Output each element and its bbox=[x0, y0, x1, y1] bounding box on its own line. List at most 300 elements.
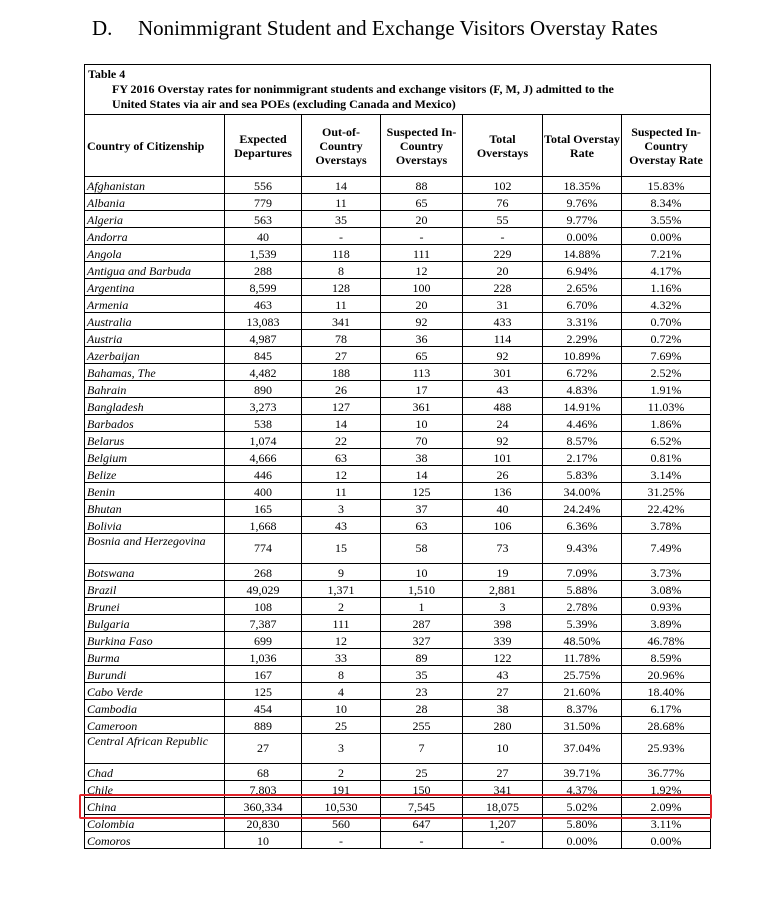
cell-in-country-overstays: 28 bbox=[381, 700, 463, 717]
cell-country: Argentina bbox=[85, 279, 225, 296]
cell-in-country-overstay-rate: 4.17% bbox=[622, 262, 711, 279]
cell-total-overstays: 136 bbox=[463, 483, 543, 500]
cell-in-country-overstay-rate: 7.69% bbox=[622, 347, 711, 364]
cell-country: Azerbaijan bbox=[85, 347, 225, 364]
cell-country: Bahamas, The bbox=[85, 364, 225, 381]
cell-country: Chad bbox=[85, 764, 225, 781]
cell-in-country-overstay-rate: 1.16% bbox=[622, 279, 711, 296]
table-row bbox=[85, 615, 711, 632]
cell-total-overstay-rate: 4.46% bbox=[543, 415, 622, 432]
cell-country: Colombia bbox=[85, 815, 225, 832]
cell-country: Bosnia and Herzegovina bbox=[85, 534, 225, 564]
header-total-overstay-rate: Total Overstay Rate bbox=[543, 115, 622, 177]
cell-total-overstay-rate: 48.50% bbox=[543, 632, 622, 649]
cell-total-overstay-rate: 5.88% bbox=[543, 581, 622, 598]
table-row bbox=[85, 262, 711, 279]
cell-country: Central African Republic bbox=[85, 734, 225, 764]
cell-country: Bhutan bbox=[85, 500, 225, 517]
cell-expected-departures: 400 bbox=[225, 483, 302, 500]
cell-in-country-overstays: 25 bbox=[381, 764, 463, 781]
cell-in-country-overstays: 361 bbox=[381, 398, 463, 415]
cell-country: Brunei bbox=[85, 598, 225, 615]
cell-out-of-country-overstays: 26 bbox=[302, 381, 381, 398]
table-row bbox=[85, 832, 711, 849]
cell-total-overstays: 341 bbox=[463, 781, 543, 798]
cell-expected-departures: 889 bbox=[225, 717, 302, 734]
cell-total-overstay-rate: 6.72% bbox=[543, 364, 622, 381]
cell-in-country-overstays: - bbox=[381, 228, 463, 245]
cell-in-country-overstays: 92 bbox=[381, 313, 463, 330]
cell-in-country-overstays: 17 bbox=[381, 381, 463, 398]
header-in-country-overstays: Suspected In-Country Overstays bbox=[381, 115, 463, 177]
cell-country: Austria bbox=[85, 330, 225, 347]
cell-out-of-country-overstays: 188 bbox=[302, 364, 381, 381]
cell-out-of-country-overstays: 3 bbox=[302, 500, 381, 517]
cell-expected-departures: 463 bbox=[225, 296, 302, 313]
cell-in-country-overstay-rate: 28.68% bbox=[622, 717, 711, 734]
cell-out-of-country-overstays: 1,371 bbox=[302, 581, 381, 598]
cell-total-overstays: 38 bbox=[463, 700, 543, 717]
cell-out-of-country-overstays: 341 bbox=[302, 313, 381, 330]
cell-total-overstay-rate: 9.76% bbox=[543, 194, 622, 211]
cell-total-overstay-rate: 0.00% bbox=[543, 832, 622, 849]
cell-total-overstays: 19 bbox=[463, 564, 543, 581]
table-row bbox=[85, 415, 711, 432]
table-caption-line-2: United States via air and sea POEs (excluding Canada and Mexico) bbox=[112, 97, 456, 111]
cell-country: Algeria bbox=[85, 211, 225, 228]
cell-total-overstay-rate: 25.75% bbox=[543, 666, 622, 683]
cell-expected-departures: 845 bbox=[225, 347, 302, 364]
cell-total-overstay-rate: 21.60% bbox=[543, 683, 622, 700]
cell-country: Comoros bbox=[85, 832, 225, 849]
cell-total-overstays: 488 bbox=[463, 398, 543, 415]
cell-in-country-overstays: 125 bbox=[381, 483, 463, 500]
cell-total-overstays: 228 bbox=[463, 279, 543, 296]
cell-total-overstay-rate: 9.43% bbox=[543, 534, 622, 564]
cell-in-country-overstay-rate: 8.34% bbox=[622, 194, 711, 211]
cell-expected-departures: 1,668 bbox=[225, 517, 302, 534]
cell-in-country-overstays: 100 bbox=[381, 279, 463, 296]
cell-total-overstays: 92 bbox=[463, 432, 543, 449]
table-row bbox=[85, 211, 711, 228]
cell-in-country-overstay-rate: 11.03% bbox=[622, 398, 711, 415]
cell-total-overstays: 339 bbox=[463, 632, 543, 649]
cell-country: Burundi bbox=[85, 666, 225, 683]
table-caption-line-1: FY 2016 Overstay rates for nonimmigrant students and exchange visitors (F, M, J) admitted to the bbox=[112, 82, 614, 96]
cell-expected-departures: 108 bbox=[225, 598, 302, 615]
cell-in-country-overstays: 14 bbox=[381, 466, 463, 483]
cell-in-country-overstay-rate: 46.78% bbox=[622, 632, 711, 649]
cell-total-overstay-rate: 14.88% bbox=[543, 245, 622, 262]
table-row bbox=[85, 734, 711, 764]
cell-out-of-country-overstays: 14 bbox=[302, 415, 381, 432]
cell-total-overstays: - bbox=[463, 832, 543, 849]
cell-out-of-country-overstays: 2 bbox=[302, 598, 381, 615]
cell-total-overstays: 433 bbox=[463, 313, 543, 330]
cell-total-overstays: 229 bbox=[463, 245, 543, 262]
section-letter: D. bbox=[92, 16, 113, 40]
section-title: Nonimmigrant Student and Exchange Visitors Overstay Rates bbox=[138, 16, 658, 40]
cell-total-overstays: 40 bbox=[463, 500, 543, 517]
cell-total-overstay-rate: 0.00% bbox=[543, 228, 622, 245]
cell-total-overstays: 24 bbox=[463, 415, 543, 432]
cell-in-country-overstay-rate: 8.59% bbox=[622, 649, 711, 666]
cell-total-overstays: 301 bbox=[463, 364, 543, 381]
cell-in-country-overstay-rate: 2.09% bbox=[622, 798, 711, 815]
cell-in-country-overstays: 287 bbox=[381, 615, 463, 632]
cell-in-country-overstays: 647 bbox=[381, 815, 463, 832]
table-row bbox=[85, 228, 711, 245]
cell-expected-departures: 454 bbox=[225, 700, 302, 717]
table-row bbox=[85, 398, 711, 415]
cell-country: Benin bbox=[85, 483, 225, 500]
table-row bbox=[85, 483, 711, 500]
cell-total-overstays: 398 bbox=[463, 615, 543, 632]
cell-total-overstay-rate: 6.70% bbox=[543, 296, 622, 313]
cell-total-overstay-rate: 5.83% bbox=[543, 466, 622, 483]
cell-total-overstay-rate: 2.65% bbox=[543, 279, 622, 296]
cell-in-country-overstay-rate: 0.93% bbox=[622, 598, 711, 615]
table-row bbox=[85, 700, 711, 717]
cell-expected-departures: 27 bbox=[225, 734, 302, 764]
cell-expected-departures: 268 bbox=[225, 564, 302, 581]
table-row bbox=[85, 330, 711, 347]
cell-country: Bulgaria bbox=[85, 615, 225, 632]
table-row bbox=[85, 279, 711, 296]
cell-in-country-overstays: 38 bbox=[381, 449, 463, 466]
table-row bbox=[85, 581, 711, 598]
table-row bbox=[85, 798, 711, 815]
cell-expected-departures: 1,074 bbox=[225, 432, 302, 449]
table-row bbox=[85, 517, 711, 534]
cell-total-overstays: 43 bbox=[463, 381, 543, 398]
cell-total-overstay-rate: 2.29% bbox=[543, 330, 622, 347]
table-row bbox=[85, 815, 711, 832]
cell-total-overstay-rate: 4.37% bbox=[543, 781, 622, 798]
cell-in-country-overstay-rate: 0.00% bbox=[622, 832, 711, 849]
cell-expected-departures: 7,387 bbox=[225, 615, 302, 632]
cell-total-overstay-rate: 24.24% bbox=[543, 500, 622, 517]
table-row bbox=[85, 764, 711, 781]
cell-in-country-overstays: 20 bbox=[381, 296, 463, 313]
cell-total-overstays: 280 bbox=[463, 717, 543, 734]
cell-total-overstays: 26 bbox=[463, 466, 543, 483]
table-row bbox=[85, 177, 711, 194]
cell-out-of-country-overstays: 22 bbox=[302, 432, 381, 449]
cell-in-country-overstays: 63 bbox=[381, 517, 463, 534]
cell-total-overstay-rate: 2.17% bbox=[543, 449, 622, 466]
cell-in-country-overstay-rate: 25.93% bbox=[622, 734, 711, 764]
cell-total-overstay-rate: 5.80% bbox=[543, 815, 622, 832]
cell-total-overstay-rate: 14.91% bbox=[543, 398, 622, 415]
cell-out-of-country-overstays: 15 bbox=[302, 534, 381, 564]
cell-expected-departures: 890 bbox=[225, 381, 302, 398]
cell-out-of-country-overstays: 9 bbox=[302, 564, 381, 581]
cell-total-overstays: 10 bbox=[463, 734, 543, 764]
cell-in-country-overstay-rate: 36.77% bbox=[622, 764, 711, 781]
cell-in-country-overstay-rate: 18.40% bbox=[622, 683, 711, 700]
cell-total-overstays: 106 bbox=[463, 517, 543, 534]
cell-out-of-country-overstays: 35 bbox=[302, 211, 381, 228]
cell-out-of-country-overstays: 33 bbox=[302, 649, 381, 666]
cell-country: Chile bbox=[85, 781, 225, 798]
cell-expected-departures: 4,987 bbox=[225, 330, 302, 347]
cell-expected-departures: 7,803 bbox=[225, 781, 302, 798]
cell-in-country-overstay-rate: 2.52% bbox=[622, 364, 711, 381]
cell-expected-departures: 167 bbox=[225, 666, 302, 683]
cell-country: Cambodia bbox=[85, 700, 225, 717]
cell-total-overstays: 3 bbox=[463, 598, 543, 615]
cell-out-of-country-overstays: 118 bbox=[302, 245, 381, 262]
cell-expected-departures: 288 bbox=[225, 262, 302, 279]
cell-in-country-overstays: 7,545 bbox=[381, 798, 463, 815]
cell-in-country-overstays: - bbox=[381, 832, 463, 849]
cell-out-of-country-overstays: 2 bbox=[302, 764, 381, 781]
table-row bbox=[85, 534, 711, 564]
cell-in-country-overstay-rate: 0.70% bbox=[622, 313, 711, 330]
table-row bbox=[85, 649, 711, 666]
header-out-of-country-overstays: Out-of-Country Overstays bbox=[302, 115, 381, 177]
table-row bbox=[85, 598, 711, 615]
cell-total-overstays: 102 bbox=[463, 177, 543, 194]
cell-out-of-country-overstays: 11 bbox=[302, 194, 381, 211]
cell-total-overstays: 43 bbox=[463, 666, 543, 683]
cell-out-of-country-overstays: 4 bbox=[302, 683, 381, 700]
table-row bbox=[85, 381, 711, 398]
cell-in-country-overstay-rate: 4.32% bbox=[622, 296, 711, 313]
cell-country: Bangladesh bbox=[85, 398, 225, 415]
section-heading bbox=[92, 16, 658, 41]
cell-country: Belgium bbox=[85, 449, 225, 466]
cell-in-country-overstays: 111 bbox=[381, 245, 463, 262]
table-body bbox=[85, 177, 711, 849]
cell-total-overstays: 76 bbox=[463, 194, 543, 211]
cell-in-country-overstay-rate: 3.14% bbox=[622, 466, 711, 483]
table-row bbox=[85, 500, 711, 517]
cell-expected-departures: 779 bbox=[225, 194, 302, 211]
header-expected-departures: Expected Departures bbox=[225, 115, 302, 177]
cell-in-country-overstay-rate: 0.81% bbox=[622, 449, 711, 466]
cell-in-country-overstays: 36 bbox=[381, 330, 463, 347]
table-row bbox=[85, 683, 711, 700]
cell-total-overstays: 122 bbox=[463, 649, 543, 666]
cell-country: Andorra bbox=[85, 228, 225, 245]
cell-in-country-overstay-rate: 3.55% bbox=[622, 211, 711, 228]
cell-total-overstays: 55 bbox=[463, 211, 543, 228]
table-row bbox=[85, 296, 711, 313]
cell-total-overstay-rate: 4.83% bbox=[543, 381, 622, 398]
cell-total-overstay-rate: 9.77% bbox=[543, 211, 622, 228]
cell-out-of-country-overstays: 11 bbox=[302, 483, 381, 500]
cell-out-of-country-overstays: 560 bbox=[302, 815, 381, 832]
cell-in-country-overstay-rate: 3.89% bbox=[622, 615, 711, 632]
table-row bbox=[85, 245, 711, 262]
cell-total-overstay-rate: 6.94% bbox=[543, 262, 622, 279]
cell-country: Belize bbox=[85, 466, 225, 483]
cell-out-of-country-overstays: 3 bbox=[302, 734, 381, 764]
cell-total-overstay-rate: 39.71% bbox=[543, 764, 622, 781]
overstay-table bbox=[84, 64, 711, 849]
cell-total-overstays: 101 bbox=[463, 449, 543, 466]
cell-in-country-overstay-rate: 1.92% bbox=[622, 781, 711, 798]
cell-in-country-overstays: 12 bbox=[381, 262, 463, 279]
table-row bbox=[85, 432, 711, 449]
cell-in-country-overstays: 1 bbox=[381, 598, 463, 615]
cell-total-overstay-rate: 31.50% bbox=[543, 717, 622, 734]
cell-in-country-overstay-rate: 20.96% bbox=[622, 666, 711, 683]
cell-out-of-country-overstays: 27 bbox=[302, 347, 381, 364]
cell-total-overstays: 27 bbox=[463, 683, 543, 700]
cell-country: Cameroon bbox=[85, 717, 225, 734]
cell-country: Burma bbox=[85, 649, 225, 666]
cell-in-country-overstay-rate: 1.86% bbox=[622, 415, 711, 432]
table-row bbox=[85, 466, 711, 483]
cell-country: Belarus bbox=[85, 432, 225, 449]
cell-total-overstays: - bbox=[463, 228, 543, 245]
cell-expected-departures: 4,482 bbox=[225, 364, 302, 381]
cell-expected-departures: 556 bbox=[225, 177, 302, 194]
cell-expected-departures: 40 bbox=[225, 228, 302, 245]
cell-expected-departures: 699 bbox=[225, 632, 302, 649]
cell-in-country-overstay-rate: 3.78% bbox=[622, 517, 711, 534]
table-row bbox=[85, 347, 711, 364]
cell-expected-departures: 10 bbox=[225, 832, 302, 849]
cell-out-of-country-overstays: 11 bbox=[302, 296, 381, 313]
cell-total-overstay-rate: 5.39% bbox=[543, 615, 622, 632]
cell-out-of-country-overstays: 78 bbox=[302, 330, 381, 347]
cell-in-country-overstays: 10 bbox=[381, 415, 463, 432]
cell-total-overstay-rate: 3.31% bbox=[543, 313, 622, 330]
cell-out-of-country-overstays: 10 bbox=[302, 700, 381, 717]
cell-out-of-country-overstays: 12 bbox=[302, 632, 381, 649]
cell-in-country-overstay-rate: 6.52% bbox=[622, 432, 711, 449]
cell-expected-departures: 774 bbox=[225, 534, 302, 564]
cell-out-of-country-overstays: 8 bbox=[302, 262, 381, 279]
cell-country: Albania bbox=[85, 194, 225, 211]
cell-total-overstay-rate: 5.02% bbox=[543, 798, 622, 815]
cell-in-country-overstays: 65 bbox=[381, 194, 463, 211]
cell-out-of-country-overstays: 111 bbox=[302, 615, 381, 632]
overstay-table-container bbox=[84, 64, 710, 849]
cell-total-overstay-rate: 34.00% bbox=[543, 483, 622, 500]
cell-in-country-overstays: 65 bbox=[381, 347, 463, 364]
cell-out-of-country-overstays: - bbox=[302, 228, 381, 245]
cell-out-of-country-overstays: 8 bbox=[302, 666, 381, 683]
cell-in-country-overstays: 255 bbox=[381, 717, 463, 734]
cell-in-country-overstay-rate: 7.49% bbox=[622, 534, 711, 564]
cell-expected-departures: 20,830 bbox=[225, 815, 302, 832]
cell-total-overstays: 20 bbox=[463, 262, 543, 279]
cell-in-country-overstays: 58 bbox=[381, 534, 463, 564]
cell-in-country-overstays: 1,510 bbox=[381, 581, 463, 598]
cell-out-of-country-overstays: 25 bbox=[302, 717, 381, 734]
cell-country: Bolivia bbox=[85, 517, 225, 534]
cell-total-overstays: 2,881 bbox=[463, 581, 543, 598]
cell-out-of-country-overstays: 43 bbox=[302, 517, 381, 534]
cell-in-country-overstay-rate: 22.42% bbox=[622, 500, 711, 517]
cell-expected-departures: 68 bbox=[225, 764, 302, 781]
cell-expected-departures: 4,666 bbox=[225, 449, 302, 466]
cell-in-country-overstay-rate: 3.73% bbox=[622, 564, 711, 581]
cell-out-of-country-overstays: 128 bbox=[302, 279, 381, 296]
cell-in-country-overstays: 10 bbox=[381, 564, 463, 581]
cell-in-country-overstay-rate: 7.21% bbox=[622, 245, 711, 262]
cell-country: Antigua and Barbuda bbox=[85, 262, 225, 279]
cell-total-overstay-rate: 8.37% bbox=[543, 700, 622, 717]
cell-expected-departures: 165 bbox=[225, 500, 302, 517]
table-row bbox=[85, 632, 711, 649]
cell-in-country-overstay-rate: 6.17% bbox=[622, 700, 711, 717]
cell-total-overstay-rate: 37.04% bbox=[543, 734, 622, 764]
cell-country: Botswana bbox=[85, 564, 225, 581]
cell-out-of-country-overstays: 10,530 bbox=[302, 798, 381, 815]
cell-total-overstay-rate: 8.57% bbox=[543, 432, 622, 449]
cell-in-country-overstay-rate: 0.00% bbox=[622, 228, 711, 245]
table-row bbox=[85, 313, 711, 330]
cell-total-overstay-rate: 11.78% bbox=[543, 649, 622, 666]
cell-total-overstay-rate: 10.89% bbox=[543, 347, 622, 364]
cell-in-country-overstays: 88 bbox=[381, 177, 463, 194]
cell-country: Afghanistan bbox=[85, 177, 225, 194]
cell-country: Burkina Faso bbox=[85, 632, 225, 649]
cell-expected-departures: 1,036 bbox=[225, 649, 302, 666]
cell-in-country-overstays: 23 bbox=[381, 683, 463, 700]
table-row bbox=[85, 564, 711, 581]
cell-in-country-overstay-rate: 1.91% bbox=[622, 381, 711, 398]
cell-in-country-overstay-rate: 3.11% bbox=[622, 815, 711, 832]
table-row bbox=[85, 717, 711, 734]
cell-in-country-overstay-rate: 31.25% bbox=[622, 483, 711, 500]
cell-expected-departures: 538 bbox=[225, 415, 302, 432]
cell-total-overstay-rate: 7.09% bbox=[543, 564, 622, 581]
cell-in-country-overstay-rate: 3.08% bbox=[622, 581, 711, 598]
cell-country: Angola bbox=[85, 245, 225, 262]
cell-expected-departures: 446 bbox=[225, 466, 302, 483]
cell-total-overstay-rate: 6.36% bbox=[543, 517, 622, 534]
cell-country: Australia bbox=[85, 313, 225, 330]
cell-expected-departures: 125 bbox=[225, 683, 302, 700]
cell-expected-departures: 8,599 bbox=[225, 279, 302, 296]
cell-total-overstay-rate: 18.35% bbox=[543, 177, 622, 194]
cell-expected-departures: 13,083 bbox=[225, 313, 302, 330]
cell-out-of-country-overstays: 191 bbox=[302, 781, 381, 798]
cell-expected-departures: 49,029 bbox=[225, 581, 302, 598]
cell-total-overstay-rate: 2.78% bbox=[543, 598, 622, 615]
cell-in-country-overstays: 37 bbox=[381, 500, 463, 517]
cell-out-of-country-overstays: 12 bbox=[302, 466, 381, 483]
cell-total-overstays: 114 bbox=[463, 330, 543, 347]
cell-in-country-overstays: 7 bbox=[381, 734, 463, 764]
cell-total-overstays: 27 bbox=[463, 764, 543, 781]
cell-country: Bahrain bbox=[85, 381, 225, 398]
cell-in-country-overstay-rate: 15.83% bbox=[622, 177, 711, 194]
cell-total-overstays: 1,207 bbox=[463, 815, 543, 832]
table-row bbox=[85, 666, 711, 683]
cell-country: Barbados bbox=[85, 415, 225, 432]
cell-total-overstays: 73 bbox=[463, 534, 543, 564]
cell-out-of-country-overstays: - bbox=[302, 832, 381, 849]
cell-expected-departures: 563 bbox=[225, 211, 302, 228]
cell-total-overstays: 31 bbox=[463, 296, 543, 313]
cell-in-country-overstays: 150 bbox=[381, 781, 463, 798]
cell-country: Brazil bbox=[85, 581, 225, 598]
table-row bbox=[85, 449, 711, 466]
cell-total-overstays: 18,075 bbox=[463, 798, 543, 815]
cell-in-country-overstays: 113 bbox=[381, 364, 463, 381]
cell-out-of-country-overstays: 63 bbox=[302, 449, 381, 466]
cell-expected-departures: 1,539 bbox=[225, 245, 302, 262]
cell-in-country-overstays: 20 bbox=[381, 211, 463, 228]
